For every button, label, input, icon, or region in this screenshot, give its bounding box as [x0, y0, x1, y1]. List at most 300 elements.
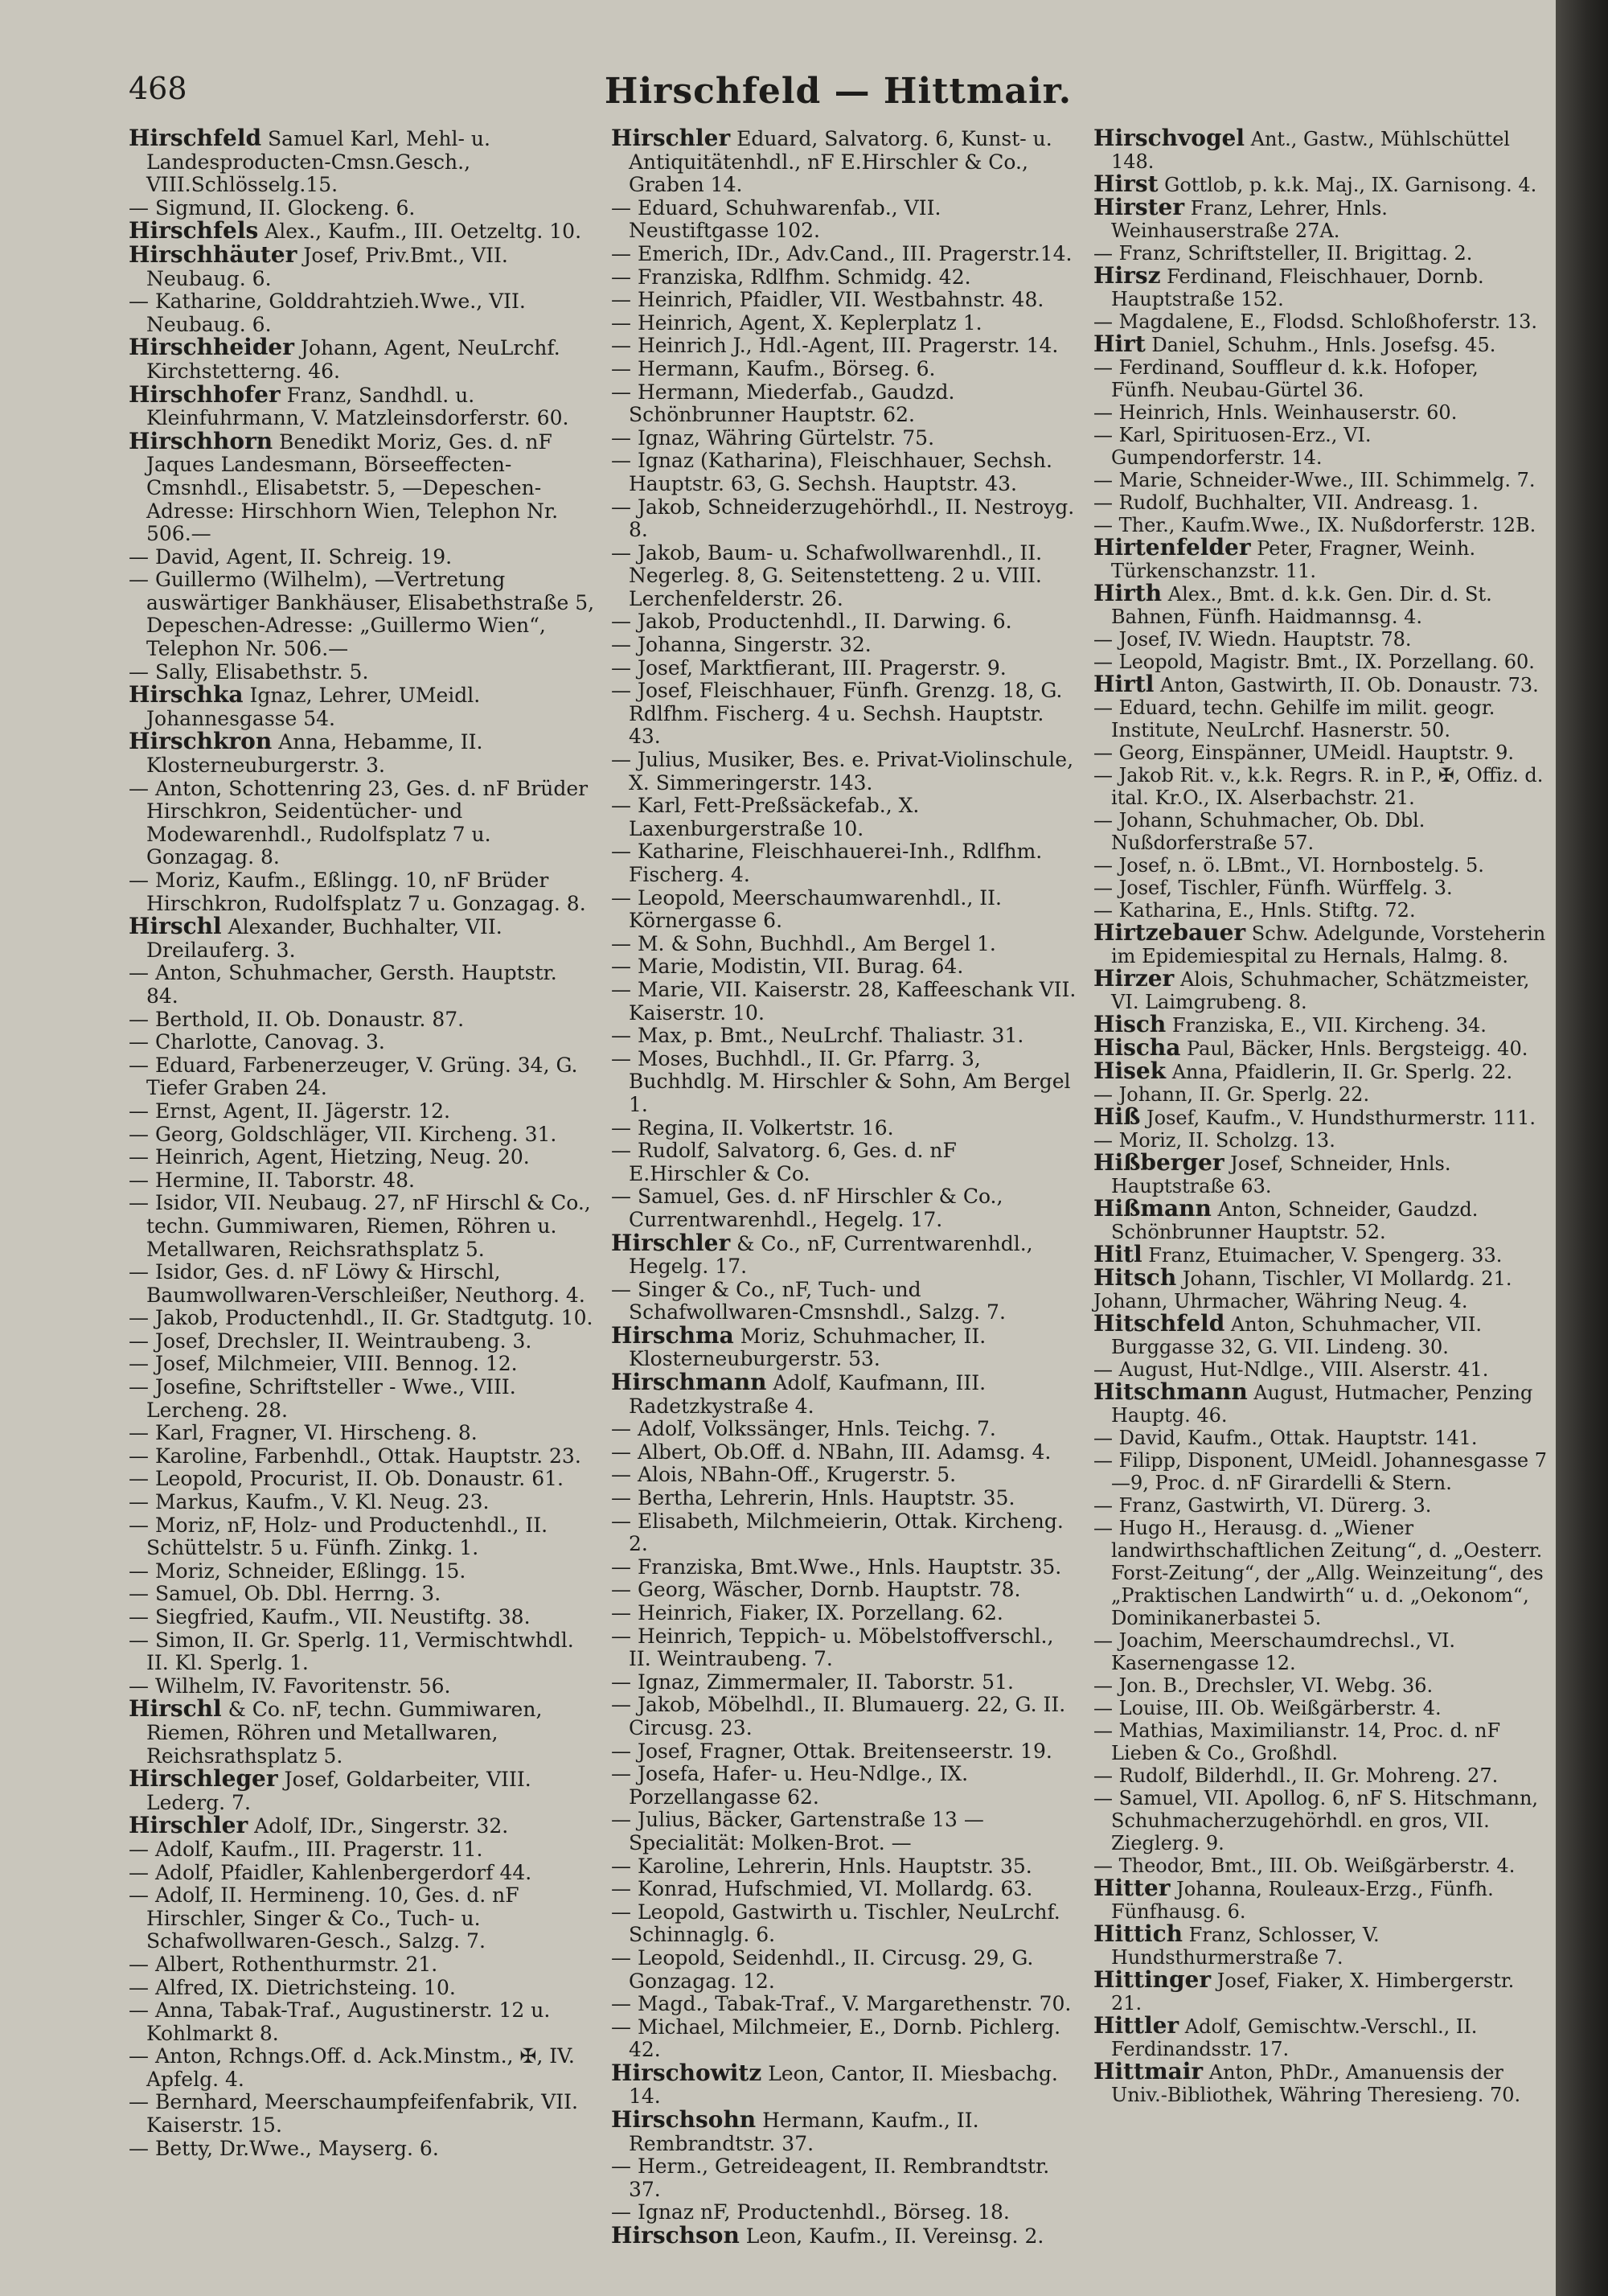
entry-text: — Jakob, Productenhdl., II. Darwing. 6.	[611, 610, 1012, 634]
entry-surname: Hirster	[1093, 194, 1185, 220]
directory-entry	[611, 312, 1077, 335]
directory-entry	[129, 1675, 595, 1698]
entry-text: — Ferdinand, Souffleur d. k.k. Hofoper, Fünfh. Neubau-Gürtel 36.	[1093, 356, 1485, 401]
entry-text: — Josefa, Hafer- u. Heu-Ndlge., IX. Porzellangasse 62.	[611, 1762, 975, 1809]
entry-surname: Hisek	[1093, 1058, 1167, 1084]
directory-entry	[611, 1510, 1077, 1556]
directory-entry	[611, 887, 1077, 933]
directory-entry	[611, 1671, 1077, 1694]
directory-entry	[1093, 1060, 1548, 1083]
directory-entry	[129, 1838, 595, 1862]
directory-entry	[611, 2155, 1077, 2201]
directory-entry	[611, 1947, 1077, 1993]
directory-entry	[1093, 809, 1548, 854]
directory-entry	[129, 1629, 595, 1675]
directory-entry	[611, 1279, 1077, 1325]
entry-text: — Guillermo (Wilhelm), —Vertretung auswärtiger Bankhäuser, Elisabethstraße 5, Depeschen-Adresse: „Guillermo Wien“, Telephon Nr. 506.—	[129, 568, 601, 661]
directory-entry	[1093, 356, 1548, 401]
directory-entry	[129, 2138, 595, 2161]
directory-entry	[1093, 1358, 1548, 1381]
directory-entry	[1093, 628, 1548, 651]
entry-surname: Hirzer	[1093, 965, 1175, 992]
entry-text: — Johann, Schuhmacher, Ob. Dbl. Nußdorferstraße 57.	[1093, 809, 1431, 854]
entry-text: — Simon, II. Gr. Sperlg. 11, Vermischtwhdl. II. Kl. Sperlg. 1.	[129, 1628, 580, 1675]
directory-entry	[1093, 877, 1548, 899]
entry-surname: Hirsz	[1093, 262, 1161, 289]
entry-text: — Hermine, II. Taborstr. 48.	[129, 1168, 416, 1192]
entry-text: Johanna, Rouleaux-Erzg., Fünfh. Fünfhausg. 6.	[1111, 1878, 1500, 1923]
directory-entry	[611, 1901, 1077, 1947]
directory-entry	[611, 1371, 1077, 1418]
entry-text: — Moriz, II. Scholzg. 13.	[1093, 1129, 1335, 1152]
directory-entry	[1093, 196, 1548, 242]
entry-text: — Josef, Marktfierant, III. Pragerstr. 9.	[611, 655, 1007, 680]
directory-entry	[611, 1025, 1077, 1048]
directory-entry	[1093, 491, 1548, 514]
entry-text: — Bertha, Lehrerin, Hnls. Hauptstr. 35.	[611, 1486, 1015, 1510]
entry-text: — Wilhelm, IV. Favoritenstr. 56.	[129, 1674, 451, 1698]
entry-surname: Hitschfeld	[1093, 1310, 1225, 1337]
entry-surname: Hirschleger	[129, 1765, 278, 1793]
directory-entry	[129, 546, 595, 569]
entry-text: Alex., Kaufm., III. Oetzeltg. 10.	[258, 220, 582, 244]
entry-surname: Hirst	[1093, 170, 1159, 197]
directory-entry	[1093, 242, 1548, 265]
entry-surname: Hirschheider	[129, 334, 294, 361]
entry-text: — Eduard, Farbenerzeuger, V. Grüng. 34, G. Tiefer Graben 24.	[129, 1053, 585, 1100]
entry-text: — Karl, Fett-Preßsäckefab., X. Laxenburgerstraße 10.	[611, 794, 926, 840]
entry-text: — Moriz, Kaufm., Eßlingg. 10, nF Brüder Hirschkron, Rudolfsplatz 7 u. Gonzagag. 8.	[129, 869, 586, 915]
entry-surname: Hitter	[1093, 1875, 1171, 1901]
entry-text: — Katharine, Golddrahtzieh.Wwe., VII. Neubaug. 6.	[129, 290, 532, 336]
entry-surname: Hirtenfelder	[1093, 534, 1251, 561]
directory-entry	[1093, 673, 1548, 696]
directory-entry	[1093, 967, 1548, 1013]
entry-text: — Georg, Goldschläger, VII. Kircheng. 31.	[129, 1122, 557, 1146]
entry-text: — Heinrich, Pfaidler, VII. Westbahnstr. 48.	[611, 288, 1044, 312]
entry-text: — Michael, Milchmeier, E., Dornb. Pichlerg. 42.	[611, 2015, 1068, 2062]
entry-text: Gottlob, p. k.k. Maj., IX. Garnisong. 4.	[1158, 174, 1537, 196]
column-1	[129, 125, 601, 2282]
directory-entry	[611, 1556, 1077, 1579]
directory-entry	[129, 1123, 595, 1147]
entry-text: — Leopold, Seidenhdl., II. Circusg. 29, G. Gonzagag. 12.	[611, 1945, 1040, 1993]
entry-text: Ignaz, Lehrer, UMeidl. Johannesgasse 54.	[146, 684, 487, 730]
entry-text: — Franziska, Bmt.Wwe., Hnls. Hauptstr. 35.	[611, 1555, 1062, 1579]
directory-entry	[1093, 764, 1548, 809]
entry-text: Ant., Gastw., Mühlschüttel 148.	[1111, 128, 1516, 173]
entry-text: — Josef, Drechsler, II. Weintraubeng. 3.	[129, 1329, 532, 1353]
directory-entry	[611, 381, 1077, 427]
entry-text: — Hermann, Kaufm., Börseg. 6.	[611, 356, 936, 380]
directory-entry	[129, 1261, 595, 1307]
directory-entry	[1093, 424, 1548, 469]
directory-entry	[129, 1353, 595, 1376]
entry-surname: Hirschson	[611, 2222, 740, 2249]
directory-entry	[129, 1169, 595, 1193]
entry-text: Anton, Gastwirth, II. Ob. Donaustr. 73.	[1154, 674, 1539, 696]
entry-text: — Mathias, Maximilianstr. 14, Proc. d. nF Lieben & Co., Großhdl.	[1093, 1719, 1507, 1764]
entry-text: — Josef, n. ö. LBmt., VI. Hornbostelg. 5.	[1093, 854, 1484, 877]
directory-entry	[129, 217, 595, 244]
entry-text: — Jakob, Möbelhdl., II. Blumauerg. 22, G. II. Circusg. 23.	[611, 1693, 1073, 1739]
entry-text: Josef, Priv.Bmt., VII. Neubaug. 6.	[146, 243, 515, 290]
entry-surname: Hirschsohn	[611, 2106, 757, 2134]
entry-text: — Jakob, Schneiderzugehörhdl., II. Nestroyg. 8.	[611, 495, 1081, 542]
entry-text: — Moses, Buchhdl., II. Gr. Pfarrg. 3, Buchhdlg. M. Hirschler & Sohn, Am Bergel 1.	[611, 1046, 1077, 1116]
entry-text: — Josef, IV. Wiedn. Hauptstr. 78.	[1093, 628, 1412, 651]
entry-text: — Leopold, Meerschaumwarenhdl., II. Körnergasse 6.	[611, 885, 1008, 933]
entry-text: — Rudolf, Bilderhdl., II. Gr. Mohreng. 27.	[1093, 1764, 1499, 1787]
directory-entry	[1093, 333, 1548, 356]
entry-surname: Hittmair	[1093, 2058, 1204, 2084]
entry-text: — Ignaz (Katharina), Fleischhauer, Sechsh. Hauptstr. 63, G. Sechsh. Hauptstr. 43.	[611, 449, 1059, 495]
entry-surname: Hitsch	[1093, 1264, 1177, 1291]
entry-surname: Hirschhorn	[129, 427, 273, 454]
directory-entry	[611, 1855, 1077, 1879]
directory-entry	[129, 1514, 595, 1560]
entry-text: — Heinrich, Teppich- u. Möbelstoffverschl., II. Weintraubeng. 7.	[611, 1624, 1060, 1671]
entry-text: — Leopold, Procurist, II. Ob. Donaustr. 61.	[129, 1467, 564, 1491]
entry-text: & Co. nF, techn. Gummiwaren, Riemen, Röhren und Metallwaren, Reichsrathsplatz 5.	[146, 1698, 549, 1768]
entry-text: — David, Agent, II. Schreig. 19.	[129, 544, 453, 569]
directory-entry	[1093, 741, 1548, 764]
directory-entry	[129, 197, 595, 220]
directory-entry	[611, 2059, 1077, 2109]
entry-text: — Leopold, Gastwirth u. Tischler, NeuLrchf. Schinnaglg. 6.	[611, 1900, 1067, 1947]
directory-entry	[129, 1695, 595, 1768]
directory-entry	[129, 661, 595, 684]
directory-entry	[611, 1809, 1077, 1854]
directory-entry	[1093, 2060, 1548, 2106]
directory-entry	[129, 2045, 595, 2091]
directory-entry	[611, 840, 1077, 886]
entry-text: Paul, Bäcker, Hnls. Bergsteigg. 40.	[1180, 1037, 1528, 1060]
entry-text: — Julius, Bäcker, Gartenstraße 13 — Specialität: Molken-Brot. —	[611, 1808, 991, 1854]
directory-entry	[129, 869, 595, 915]
entry-surname: Hischa	[1093, 1034, 1181, 1061]
entry-text: — Josefine, Schriftsteller - Wwe., VIII. Lercheng. 28.	[129, 1375, 523, 1422]
directory-entry	[611, 1140, 1077, 1185]
entry-text: — Karoline, Lehrerin, Hnls. Hauptstr. 35.	[611, 1854, 1032, 1878]
entry-text: Franziska, E., VII. Kircheng. 34.	[1166, 1014, 1487, 1037]
directory-entry	[1093, 1103, 1548, 1130]
directory-entry	[611, 1048, 1077, 1117]
entry-surname: Hirschmann	[611, 1369, 767, 1396]
directory-entry	[129, 1953, 595, 1977]
entry-text: — Alfred, IX. Dietrichsteing. 10.	[129, 1975, 456, 1999]
directory-entry	[1093, 1920, 1548, 1969]
entry-text: Alex., Bmt. d. k.k. Gen. Dir. d. St. Bahnen, Fünfh. Haidmannsg. 4.	[1111, 583, 1499, 628]
directory-entry	[129, 127, 595, 197]
directory-entry	[129, 1583, 595, 1606]
entry-text: — Franz, Schriftsteller, II. Brigittag. 2.	[1093, 242, 1473, 265]
entry-text: — Marie, Modistin, VII. Burag. 64.	[611, 955, 964, 979]
directory-entry	[611, 1740, 1077, 1764]
entry-text: — Hermann, Miederfab., Gaudzd. Schönbrunner Hauptstr. 62.	[611, 380, 962, 427]
entry-surname: Hirschl	[129, 1695, 222, 1723]
directory-entry	[611, 1763, 1077, 1809]
entry-text: — Sigmund, II. Glockeng. 6.	[129, 195, 416, 220]
directory-entry	[129, 1146, 595, 1169]
entry-text: — Theodor, Bmt., III. Ob. Weißgärberstr. 4.	[1093, 1854, 1516, 1877]
directory-entry	[129, 1031, 595, 1054]
directory-entry	[611, 1993, 1077, 2016]
entry-text: — Louise, III. Ob. Weißgärberstr. 4.	[1093, 1697, 1442, 1719]
directory-entry	[129, 2091, 595, 2137]
page-header	[129, 71, 1548, 119]
directory-entry	[129, 380, 595, 430]
entry-surname: Hirschler	[611, 125, 731, 151]
entry-text: — Ignaz, Zimmermaler, II. Taborstr. 51.	[611, 1670, 1014, 1694]
entry-text: — Johanna, Singerstr. 32.	[611, 633, 872, 657]
entry-text: Johann, Tischler, VI Mollardg. 21.	[1176, 1267, 1512, 1290]
entry-surname: Hißberger	[1093, 1149, 1224, 1176]
entry-text: Schw. Adelgunde, Vorsteherin im Epidemiespital zu Hernals, Halmg. 8.	[1111, 922, 1552, 967]
entry-text: — M. & Sohn, Buchhdl., Am Bergel 1.	[611, 931, 996, 955]
entry-surname: Hittinger	[1093, 1966, 1212, 1993]
entry-text: Ferdinand, Fleischhauer, Dornb. Hauptstraße 152.	[1111, 265, 1491, 310]
directory-entry	[1093, 1449, 1548, 1494]
directory-entry	[1093, 854, 1548, 877]
entry-text: — Ernst, Agent, II. Jägerstr. 12.	[129, 1099, 450, 1123]
entry-text: — Julius, Musiker, Bes. e. Privat-Violinschule, X. Simmeringerstr. 143.	[611, 748, 1080, 795]
directory-entry	[611, 289, 1077, 312]
directory-entry	[129, 1468, 595, 1491]
entry-text: — August, Hut-Ndlge., VIII. Alserstr. 41.	[1093, 1358, 1489, 1381]
directory-entry	[129, 1100, 595, 1123]
directory-entry	[1093, 1854, 1548, 1877]
entry-text: — Josef, Milchmeier, VIII. Bennog. 12.	[129, 1352, 518, 1376]
directory-entry	[611, 2106, 1077, 2155]
directory-entry	[611, 197, 1077, 243]
entry-text: Franz, Schlosser, V. Hundsthurmerstraße 7.	[1111, 1924, 1386, 1969]
directory-entry	[611, 1694, 1077, 1739]
column-3	[1093, 125, 1552, 2282]
entry-text: Anton, PhDr., Amanuensis der Univ.-Bibliothek, Währing Theresieng. 70.	[1111, 2061, 1521, 2106]
entry-text: — Samuel, VII. Apollog. 6, nF S. Hitschmann, Schuhmacherzugehörhdl. en gros, VII. Zieglerg. 9.	[1093, 1787, 1544, 1854]
entry-text: Josef, Schneider, Hnls. Hauptstraße 63.	[1111, 1152, 1458, 1197]
entry-text: Alexander, Buchhalter, VII. Dreilauferg. 3.	[146, 915, 509, 962]
directory-entry	[129, 1977, 595, 2000]
entry-surname: Hirschma	[611, 1321, 734, 1349]
directory-entry	[611, 266, 1077, 290]
entry-text: — Max, p. Bmt., NeuLrchf. Thaliastr. 31.	[611, 1024, 1024, 1048]
entry-text: — Albert, Ob.Off. d. NBahn, III. Adamsg. 4.	[611, 1440, 1052, 1464]
entry-text: Daniel, Schuhm., Hnls. Josefsg. 45.	[1145, 334, 1496, 356]
entry-text: — Herm., Getreideagent, II. Rembrandtstr. 37.	[611, 2154, 1056, 2201]
directory-entry	[611, 127, 1077, 197]
directory-entry	[611, 1625, 1077, 1671]
directory-entry	[611, 657, 1077, 680]
entry-text: — Eduard, Schuhwarenfab., VII. Neustiftgasse 102.	[611, 195, 948, 243]
directory-entry	[1093, 1674, 1548, 1697]
entry-text: — Heinrich J., Hdl.-Agent, III. Pragerstr. 14.	[611, 334, 1059, 358]
directory-entry	[1093, 1966, 1548, 2015]
entry-text: — Josef, Tischler, Fünfh. Würffelg. 3.	[1093, 877, 1453, 899]
directory-entry	[611, 1321, 1077, 1371]
directory-entry	[129, 730, 595, 777]
entry-text: — Leopold, Magistr. Bmt., IX. Porzellang. 60.	[1093, 651, 1535, 673]
entry-surname: Hirtzebauer	[1093, 919, 1246, 946]
entry-text: Samuel Karl, Mehl- u. Landesproducten-Cmsn.Gesch., VIII.Schlösselg.15.	[146, 127, 497, 197]
entry-text: — Hugo H., Herausg. d. „Wiener landwirthschaftlichen Zeitung“, d. „Oesterr. Forst-Zeitung“, der „Allg. Weinzeitung“, des „Praktischen Landwirth“ u. d. „Oekonom“, Dominikanerbastei 5.	[1093, 1517, 1550, 1629]
directory-entry	[129, 1054, 595, 1100]
directory-entry	[129, 681, 595, 730]
entry-text: — Josef, Fragner, Ottak. Breitenseerstr. 19.	[611, 1739, 1052, 1763]
directory-entry	[1093, 1312, 1548, 1358]
entry-text: — Adolf, II. Hermineng. 10, Ges. d. nF Hirschler, Singer & Co., Tuch- u. Schafwollwaren-Gesch., Salzg. 7.	[129, 1883, 526, 1953]
directory-entry	[1093, 536, 1548, 582]
entry-text: — Heinrich, Agent, Hietzing, Neug. 20.	[129, 1145, 530, 1169]
directory-entry	[1093, 1427, 1548, 1449]
entry-text: Leon, Cantor, II. Miesbachg. 14.	[629, 2061, 1064, 2109]
directory-entry	[611, 933, 1077, 956]
entry-text: — Anton, Schuhmacher, Gersth. Hauptstr. 84.	[129, 961, 564, 1008]
directory-entry	[1093, 127, 1548, 173]
directory-entry	[129, 1192, 595, 1261]
directory-entry	[611, 977, 1083, 1025]
directory-entry	[1093, 1629, 1548, 1674]
entry-surname: Hirschfeld	[129, 125, 262, 151]
directory-entry	[611, 243, 1077, 266]
entry-text: — Heinrich, Agent, X. Keplerplatz 1.	[611, 310, 982, 335]
entry-text: — Singer & Co., nF, Tuch- und Schafwollwaren-Cmsnshdl., Salzg. 7.	[611, 1277, 1006, 1325]
entry-text: — Moriz, nF, Holz- und Productenhdl., II. Schüttelstr. 5 u. Fünfh. Zinkg. 1.	[129, 1513, 555, 1560]
entry-surname: Hirschler	[611, 1229, 731, 1256]
directory-entry	[129, 568, 601, 661]
entry-text: — Georg, Wäscher, Dornb. Hauptstr. 78.	[611, 1578, 1021, 1602]
directory-entry	[611, 542, 1077, 611]
directory-entry	[1093, 1787, 1548, 1854]
directory-entry	[1093, 1083, 1548, 1106]
directory-entry	[611, 1878, 1077, 1901]
entry-text: — Jakob, Productenhdl., II. Gr. Stadtgutg. 10.	[129, 1306, 593, 1330]
entry-text: — Eduard, techn. Gehilfe im milit. geogr. Institute, NeuLrchf. Hasnerstr. 50.	[1093, 696, 1501, 741]
entry-text: Anna, Hebamme, II. Klosterneuburgerstr. 3.	[146, 730, 490, 778]
directory-entry	[611, 495, 1081, 542]
directory-entry	[1093, 696, 1548, 741]
entry-text: Josef, Kaufm., V. Hundsthurmerstr. 111.	[1140, 1107, 1536, 1129]
directory-entry	[129, 1814, 595, 1838]
entry-surname: Hiß	[1093, 1103, 1141, 1130]
directory-entry	[1093, 170, 1548, 197]
directory-entry	[129, 915, 595, 962]
entry-text: — Emerich, IDr., Adv.Cand., III. Pragerstr.14.	[611, 241, 1073, 265]
entry-surname: Hitl	[1093, 1241, 1142, 1267]
entry-text: — Samuel, Ob. Dbl. Herrng. 3.	[129, 1582, 441, 1606]
directory-entry	[1093, 1243, 1548, 1267]
directory-entry	[1093, 919, 1552, 967]
entry-text: — Johann, II. Gr. Sperlg. 22.	[1093, 1083, 1370, 1106]
entry-surname: Hirth	[1093, 580, 1163, 606]
entry-text: — Karl, Fragner, VI. Hirscheng. 8.	[129, 1421, 478, 1445]
entry-text: Josef, Goldarbeiter, VIII. Lederg. 7.	[146, 1768, 538, 1814]
entry-text: Moriz, Schuhmacher, II. Klosterneuburgerstr. 53.	[629, 1324, 993, 1371]
page-number: 468	[129, 71, 187, 106]
directory-entry	[611, 634, 1077, 657]
entry-text: Hermann, Kaufm., II. Rembrandtstr. 37.	[629, 2109, 986, 2155]
entry-surname: Hirschka	[129, 681, 244, 709]
entry-surname: Hirschhofer	[129, 380, 281, 408]
entry-text: — Joachim, Meerschaumdrechsl., VI. Kasernengasse 12.	[1093, 1629, 1462, 1674]
directory-entry	[129, 1862, 595, 1885]
entry-text: — Anton, Rchngs.Off. d. Ack.Minstm., ✠, IV. Apfelg. 4.	[129, 2044, 581, 2091]
directory-entry	[611, 1579, 1077, 1602]
directory-entry	[129, 1884, 595, 1953]
entry-text: — Konrad, Hufschmied, VI. Mollardg. 63.	[611, 1877, 1033, 1901]
directory-entry	[1093, 2012, 1548, 2060]
entry-text: — Berthold, II. Ob. Donaustr. 87.	[129, 1007, 465, 1031]
directory-entry	[129, 1008, 595, 1032]
entry-text: — Karl, Spirituosen-Erz., VI. Gumpendorferstr. 14.	[1093, 424, 1378, 469]
directory-entry	[611, 1487, 1077, 1510]
directory-entry	[1093, 1378, 1548, 1427]
entry-surname: Hirschhäuter	[129, 240, 297, 268]
entry-text: — Regina, II. Volkertstr. 16.	[611, 1115, 894, 1140]
directory-entry	[611, 1117, 1077, 1140]
entry-text: — Jakob, Baum- u. Schafwollwarenhdl., II. Negerleg. 8, G. Seitenstetteng. 2 u. VIII. Lerchenfelderstr. 26.	[611, 540, 1049, 610]
entry-text: Josef, Fiaker, X. Himbergerstr. 21.	[1111, 1969, 1520, 2015]
directory-entry	[1093, 469, 1548, 491]
entry-text: — Sally, Elisabethstr. 5.	[129, 659, 369, 684]
entry-text: — Georg, Einspänner, UMeidl. Hauptstr. 9.	[1093, 741, 1515, 764]
entry-text: Johann, Uhrmacher, Währing Neug. 4.	[1093, 1290, 1468, 1312]
directory-entry	[129, 1445, 595, 1468]
entry-text: Peter, Fragner, Weinh. Türkenschanzstr. 11.	[1111, 537, 1482, 582]
entry-text: — Anna, Tabak-Traf., Augustinerstr. 12 u. Kohlmarkt 8.	[129, 1998, 557, 2045]
directory-entry	[1093, 1013, 1548, 1037]
directory-entry	[1093, 1877, 1548, 1923]
directory-entry	[611, 1418, 1077, 1441]
entry-text: — Heinrich, Hnls. Weinhauserstr. 60.	[1093, 401, 1458, 424]
entry-text: — Katharine, Fleischhauerei-Inh., Rdlfhm. Fischerg. 4.	[611, 840, 1049, 886]
entry-text: Anna, Pfaidlerin, II. Gr. Sperlg. 22.	[1166, 1061, 1513, 1083]
entry-text: Anton, Schneider, Gaudzd. Schönbrunner Hauptstr. 52.	[1111, 1198, 1484, 1243]
entry-text: — Franz, Gastwirth, VI. Dürerg. 3.	[1093, 1494, 1432, 1517]
directory-entry	[611, 335, 1077, 358]
directory-entry	[129, 240, 595, 290]
entry-text: Adolf, Kaufmann, III. Radetzkystraße 4.	[629, 1371, 992, 1418]
directory-entry	[611, 610, 1077, 634]
directory-entry	[611, 1185, 1077, 1231]
directory-entry	[129, 336, 595, 383]
entry-text: — Ignaz nF, Productenhdl., Börseg. 18.	[611, 2200, 1010, 2224]
entry-surname: Hirtl	[1093, 671, 1155, 697]
entry-text: — Adolf, Pfaidler, Kahlenbergerdorf 44.	[129, 1860, 532, 1884]
directory-entry	[129, 1422, 595, 1445]
directory-entry	[129, 1330, 595, 1353]
entry-text: — Katharina, E., Hnls. Stiftg. 72.	[1093, 899, 1416, 922]
entry-surname: Hirschler	[129, 1812, 248, 1839]
entry-text: Adolf, IDr., Singerstr. 32.	[248, 1814, 509, 1838]
directory-entry	[611, 1602, 1077, 1625]
directory-entry	[1093, 1494, 1548, 1517]
directory-entry	[611, 2016, 1077, 2062]
entry-surname: Hisch	[1093, 1011, 1167, 1037]
directory-entry	[1093, 1034, 1548, 1061]
directory-entry	[1093, 899, 1548, 922]
directory-entry	[1093, 262, 1548, 310]
directory-entry	[1093, 1517, 1548, 1629]
entry-text: — Filipp, Disponent, UMeidl. Johannesgasse 7—9, Proc. d. nF Girardelli & Stern.	[1093, 1449, 1548, 1494]
directory-entry	[611, 1229, 1077, 1279]
entry-text: — Isidor, VII. Neubaug. 27, nF Hirschl & Co., techn. Gummiwaren, Riemen, Röhren u. Metallwaren, Reichsrathsplatz 5.	[129, 1191, 597, 1261]
entry-text: Adolf, Gemischtw.-Verschl., II. Ferdinandsstr. 17.	[1111, 2015, 1484, 2060]
directory-entry	[611, 450, 1077, 495]
entry-text: — Karoline, Farbenhdl., Ottak. Hauptstr. 23.	[129, 1444, 581, 1468]
entry-text: Johann, Agent, NeuLrchf. Kirchstetterng. 46.	[146, 336, 567, 383]
